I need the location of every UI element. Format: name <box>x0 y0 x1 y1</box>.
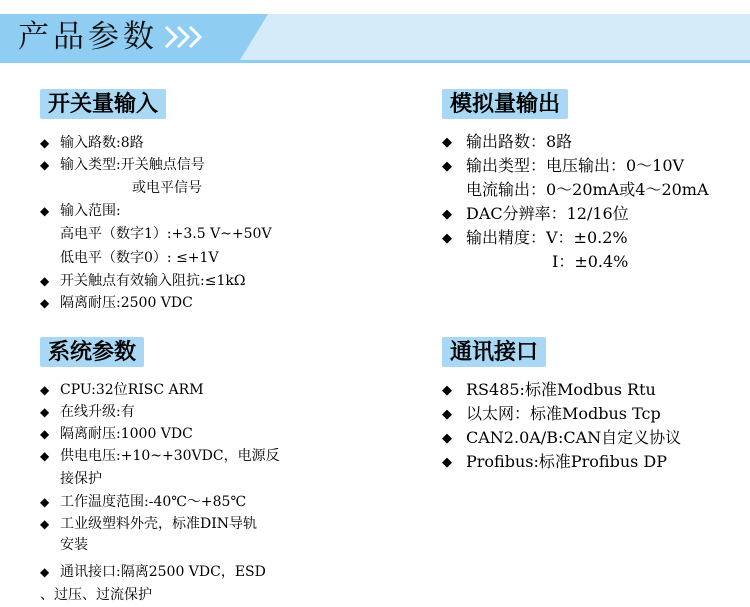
list-item-continuation: 安装 <box>60 537 88 553</box>
list-item: ◆ Profibus:标准Profibus DP <box>442 450 742 474</box>
list-item-continuation: 高电平（数字1）:+3.5 V~+50V <box>60 226 272 242</box>
comm-interface-list <box>442 378 742 474</box>
diamond-bullet-icon: ◆ <box>442 207 452 222</box>
list-item: ◆ 隔离耐压:2500 VDC <box>40 292 340 314</box>
list-item: ◆ 输出类型：电压输出：0～10V <box>442 154 742 178</box>
diamond-bullet-icon: ◆ <box>40 158 50 172</box>
list-item-continuation: 电流输出：0～20mA或4～20mA <box>466 180 709 199</box>
list-item: ◆ 隔离耐压:1000 VDC <box>40 423 340 445</box>
list-item: ◆ 开关触点有效输入阻抗:≤1kΩ <box>40 270 340 292</box>
list-item: ◆ 工业级塑料外壳，标准DIN导轨 <box>40 513 340 535</box>
diamond-bullet-icon: ◆ <box>40 565 50 579</box>
diamond-bullet-icon: ◆ <box>40 274 50 288</box>
list-item-continuation: I：±0.4% <box>552 252 629 271</box>
list-item: ◆ RS485:标准Modbus Rtu <box>442 378 742 402</box>
diamond-bullet-icon: ◆ <box>40 405 50 419</box>
list-item: ◆ 输出精度：V：±0.2% <box>442 226 742 250</box>
list-item: ◆ 通讯接口:隔离2500 VDC，ESD <box>40 561 340 583</box>
diamond-bullet-icon: ◆ <box>40 427 50 441</box>
section-title-comm-interface: 通讯接口 <box>442 337 546 367</box>
list-item: ◆ 输入路数:8路 <box>40 132 340 154</box>
analog-output-list <box>442 130 742 274</box>
diamond-bullet-icon: ◆ <box>40 204 50 218</box>
list-item: ◆ DAC分辨率：12/16位 <box>442 202 742 226</box>
diamond-bullet-icon: ◆ <box>40 296 50 310</box>
header-tab-slant <box>240 14 268 60</box>
diamond-bullet-icon: ◆ <box>40 495 50 509</box>
header-underline <box>0 60 750 63</box>
diamond-bullet-icon: ◆ <box>40 136 50 150</box>
diamond-bullet-icon: ◆ <box>442 383 452 398</box>
diamond-bullet-icon: ◆ <box>442 407 452 422</box>
list-item: ◆ 输入范围: <box>40 200 340 222</box>
list-item: ◆ 供电电压:+10~+30VDC，电源反 <box>40 445 340 467</box>
list-item-continuation: 或电平信号 <box>132 180 202 196</box>
diamond-bullet-icon: ◆ <box>442 231 452 246</box>
list-item: ◆ CAN2.0A/B:CAN自定义协议 <box>442 426 742 450</box>
double-chevron-right-icon <box>162 22 202 52</box>
list-item-continuation: 、过压、过流保护 <box>40 587 152 603</box>
diamond-bullet-icon: ◆ <box>40 383 50 397</box>
diamond-bullet-icon: ◆ <box>442 135 452 150</box>
list-item: ◆ 工作温度范围:-40℃～+85℃ <box>40 491 340 513</box>
list-item-continuation: 接保护 <box>60 471 102 487</box>
diamond-bullet-icon: ◆ <box>442 159 452 174</box>
section-title-analog-output: 模拟量输出 <box>442 89 568 119</box>
diamond-bullet-icon: ◆ <box>442 455 452 470</box>
system-params-list <box>40 379 340 607</box>
list-item: ◆ 以太网：标准Modbus Tcp <box>442 402 742 426</box>
list-item: ◆ CPU:32位RISC ARM <box>40 379 340 401</box>
diamond-bullet-icon: ◆ <box>442 431 452 446</box>
diamond-bullet-icon: ◆ <box>40 517 50 531</box>
page-header <box>0 0 750 66</box>
list-item: ◆ 输出路数：8路 <box>442 130 742 154</box>
list-item: ◆ 输入类型:开关触点信号 <box>40 154 340 176</box>
list-item-continuation: 低电平（数字0）: ≤+1V <box>60 250 219 266</box>
section-title-system-params: 系统参数 <box>40 337 144 367</box>
diamond-bullet-icon: ◆ <box>40 449 50 463</box>
page-title: 产品参数 <box>18 19 158 55</box>
digital-input-list <box>40 132 340 314</box>
section-title-digital-input: 开关量输入 <box>40 89 166 119</box>
list-item: ◆ 在线升级:有 <box>40 401 340 423</box>
